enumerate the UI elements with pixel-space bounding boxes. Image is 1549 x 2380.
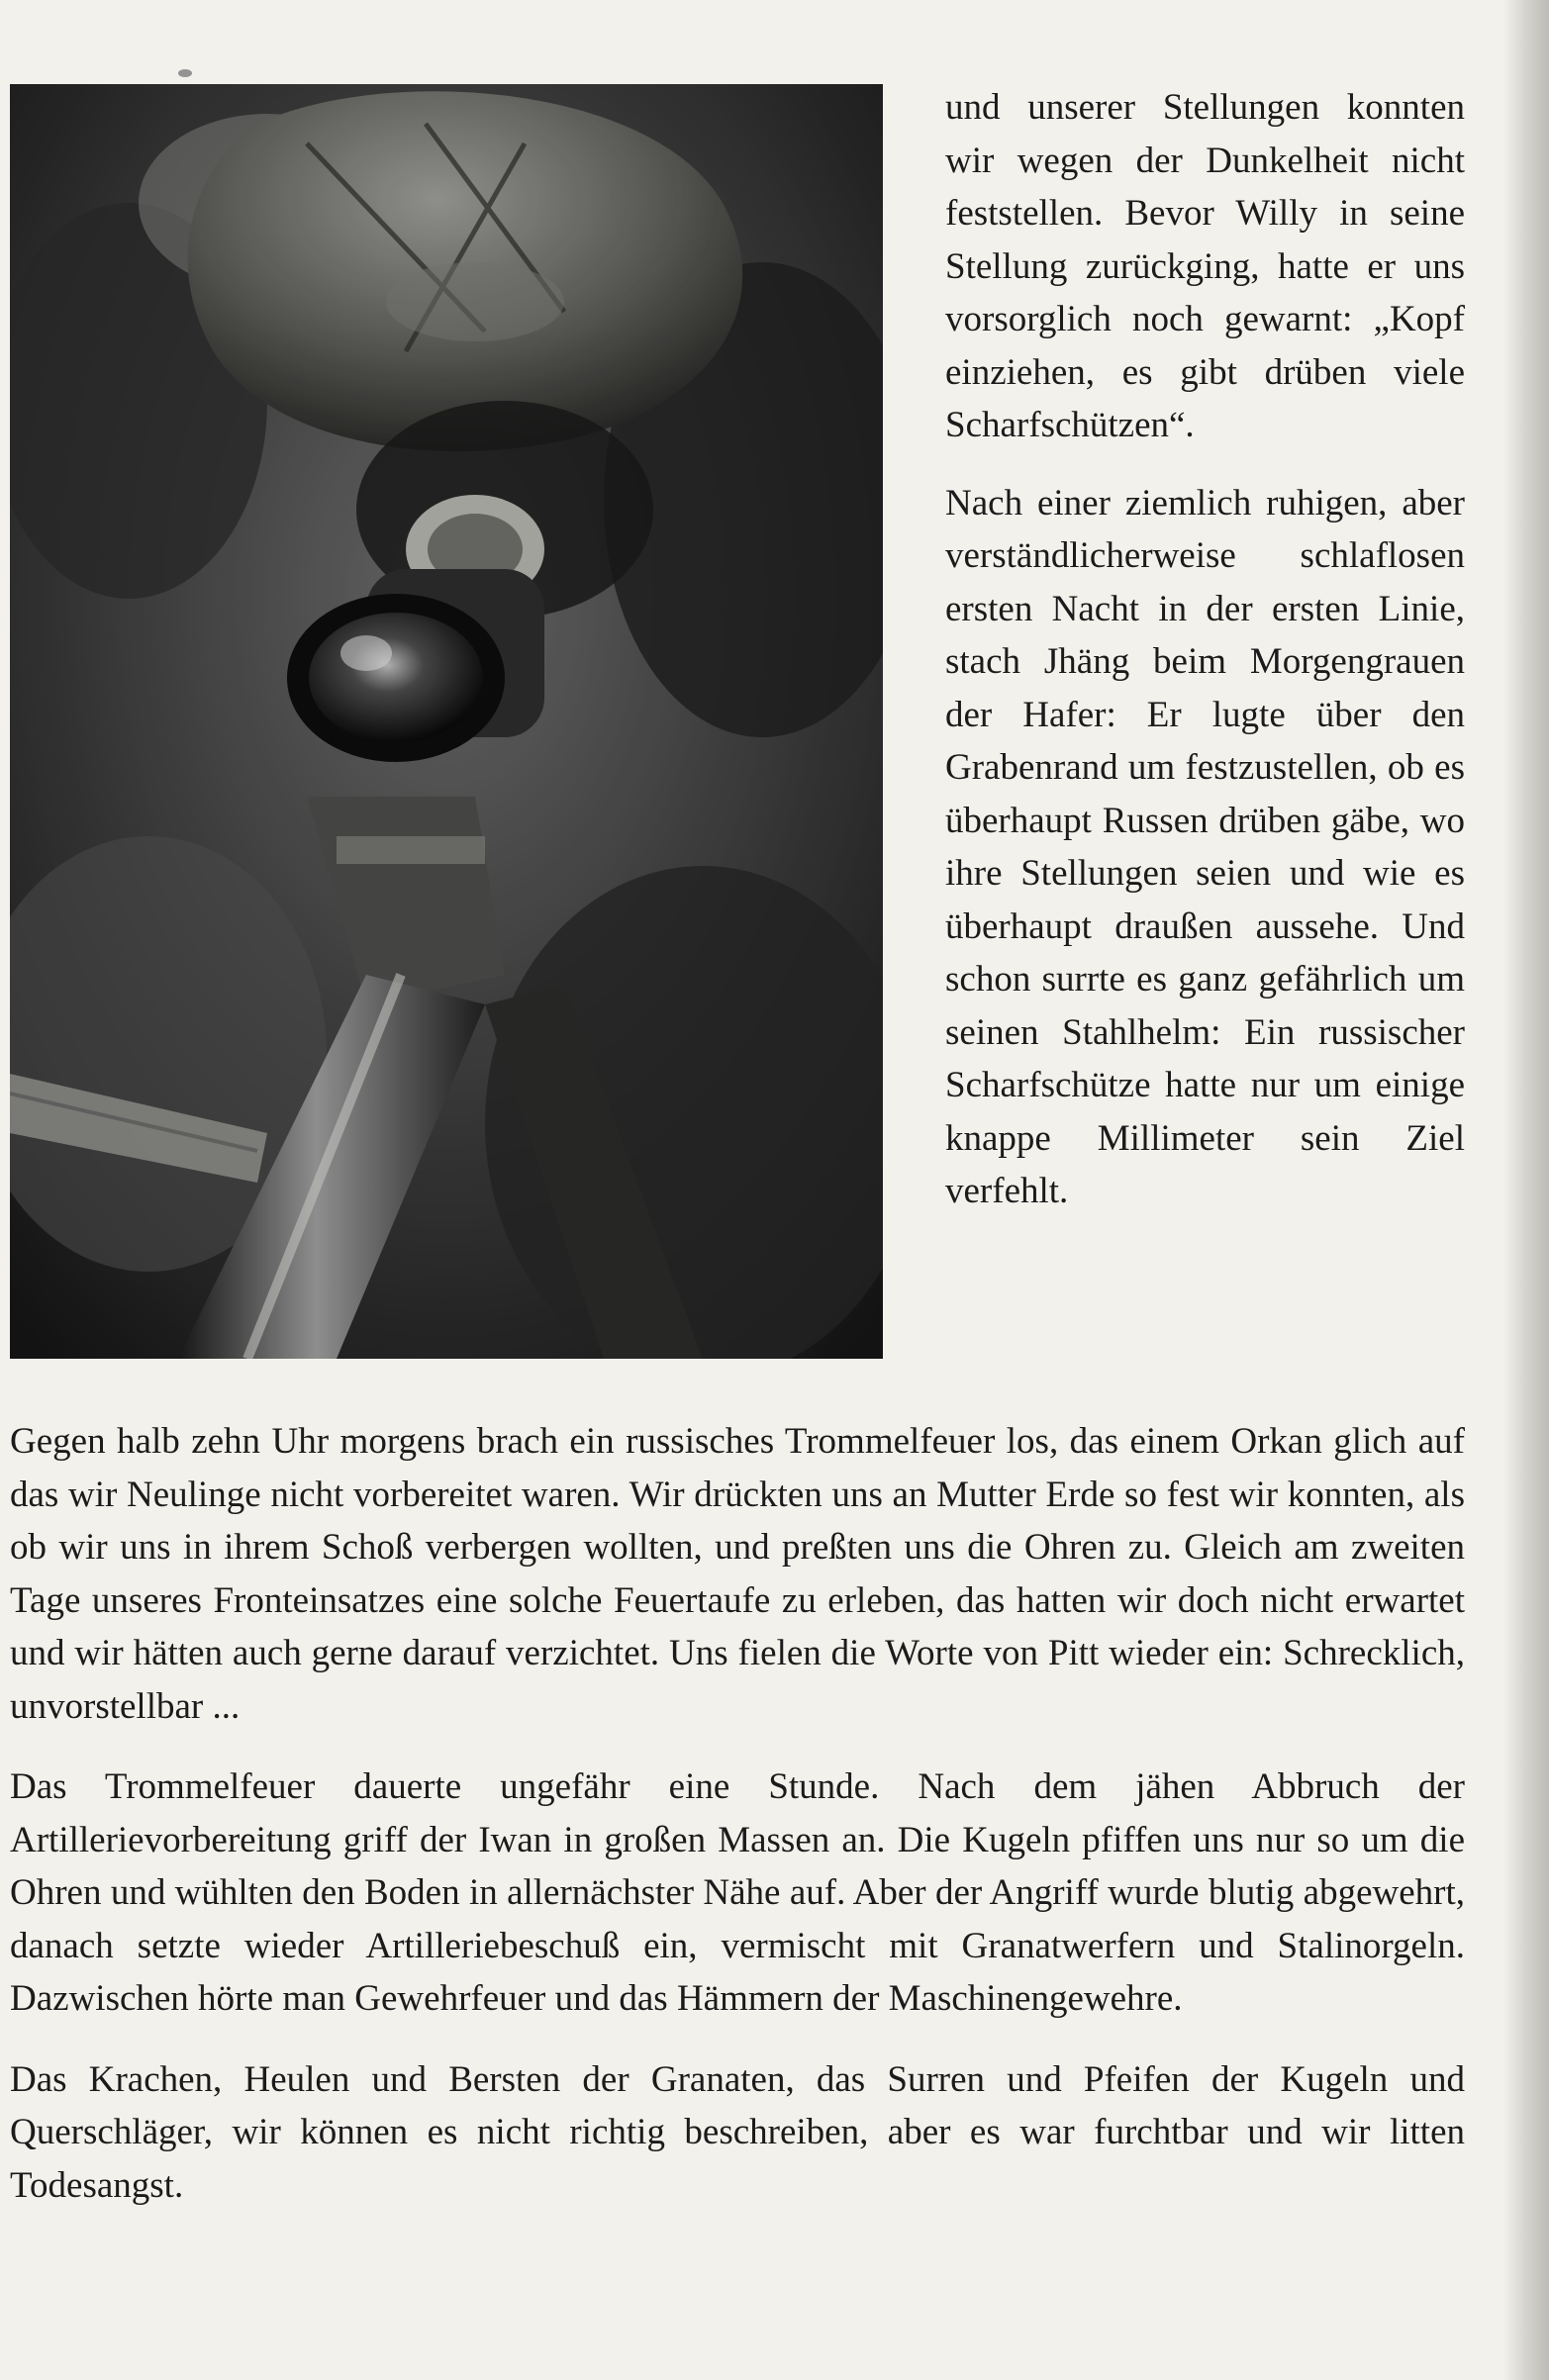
side-paragraph-1: und unserer Stellungen konnten wir wegen der Dunkelheit nicht feststellen. Bevor Willy in seine Stellung zurückging, hatte er uns vorsorglich noch gewarnt: „Kopf einziehen, es gibt drüben viele Scharfschützen“.	[945, 87, 1465, 445]
main-column-text	[10, 1415, 1465, 2212]
page-edge-shadow	[1503, 0, 1549, 2380]
main-paragraph-1: Gegen halb zehn Uhr morgens brach ein russisches Trommelfeuer los, das einem Orkan glich auf das wir Neulinge nicht vorbereitet waren. Wir drückten uns an Mutter Erde so fest wir konnten, als ob wir uns in ihrem Schoß verbergen wollten, und preßten uns die Ohren zu. Gleich am zweiten Tage unseres Fronteinsatzes eine solche Feuertaufe zu erleben, das hatten wir doch nicht erwartet und wir hätten auch gerne darauf verzichtet. Uns fielen die Worte von Pitt wieder ein: Schrecklich, unvorstellbar ...	[10, 1421, 1465, 1727]
sniper-photo-illustration	[10, 84, 883, 1359]
sniper-photo	[10, 84, 883, 1359]
side-column-text	[945, 81, 1465, 1218]
main-paragraph-3: Das Krachen, Heulen und Bersten der Granaten, das Surren und Pfeifen der Kugeln und Querschläger, wir können es nicht richtig beschreiben, aber es war furchtbar und wir litten Todesangst.	[10, 2058, 1465, 2206]
side-paragraph-2: Nach einer ziemlich ruhigen, aber verständlicherweise schlaflosen ersten Nacht in der ersten Linie, stach Jhäng beim Morgengrauen der Hafer: Er lugte über den Grabenrand um festzustellen, ob es überhaupt Russen drüben gäbe, wo ihre Stellungen seien und wie es überhaupt draußen aussehe. Und schon surrte es ganz gefährlich um seinen Stahlhelm: Ein russischer Scharfschütze hatte nur um einige knappe Millimeter sein Ziel verfehlt.	[945, 482, 1465, 1211]
main-paragraph-2: Das Trommelfeuer dauerte ungefähr eine Stunde. Nach dem jähen Abbruch der Artillerievorbereitung griff der Iwan in großen Massen an. Die Kugeln pfiffen uns nur so um die Ohren und wühlten den Boden in allernächster Nähe auf. Aber der Angriff wurde blutig abgewehrt, danach setzte wieder Artilleriebeschuß ein, vermischt mit Granatwerfern und Stalinorgeln. Dazwischen hörte man Gewehrfeuer und das Hämmern der Maschinengewehre.	[10, 1766, 1465, 2019]
print-speck	[178, 69, 192, 77]
